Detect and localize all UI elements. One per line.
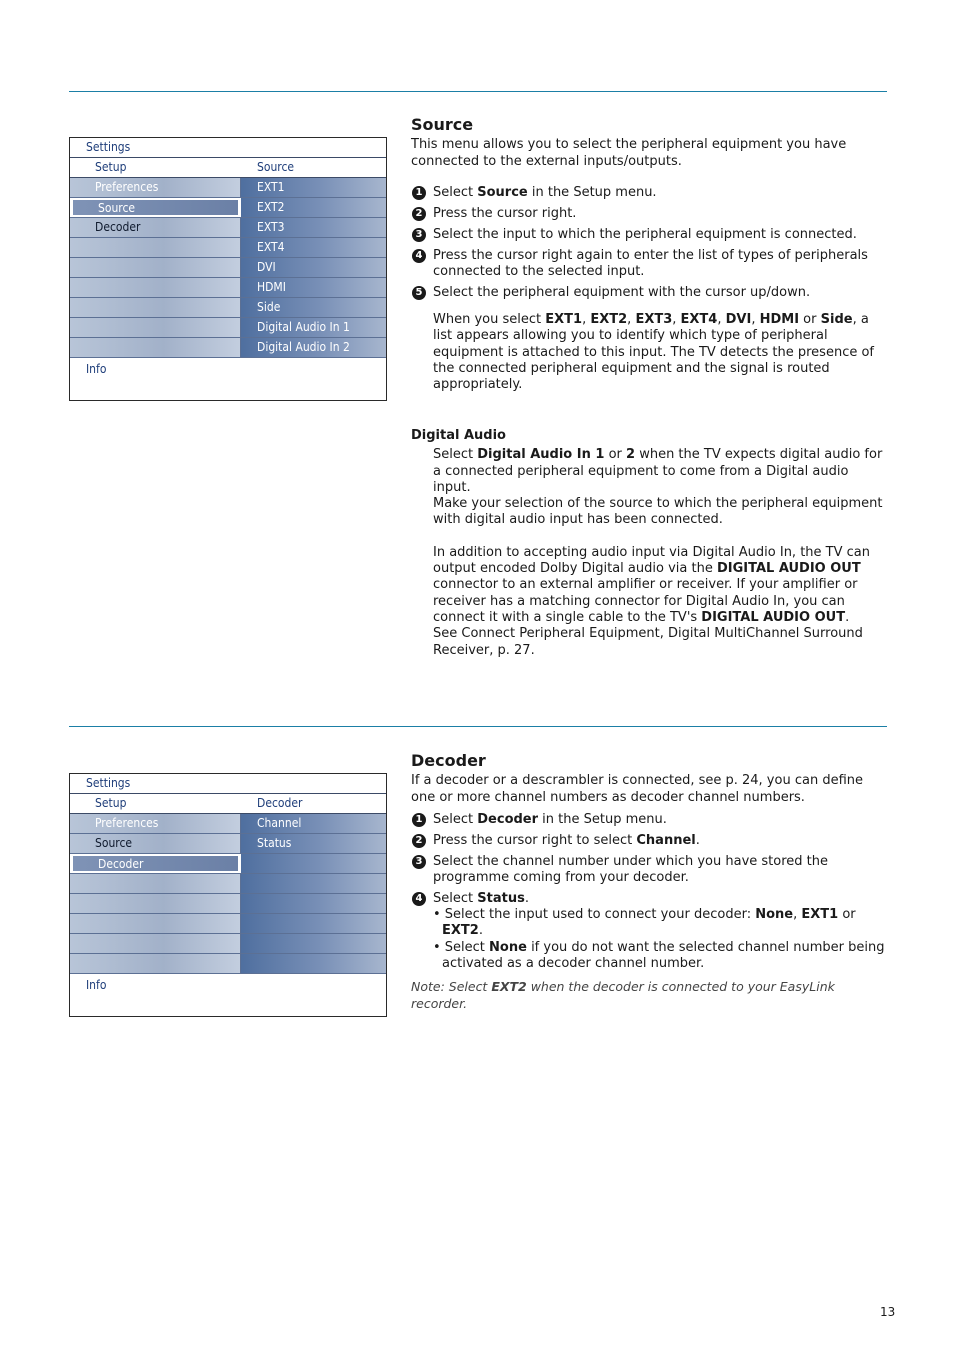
step-3-icon: 3 <box>412 855 426 869</box>
menu-item-source-selected[interactable]: Source <box>72 199 239 216</box>
source-step-4: 4 Press the cursor right again to enter the list of types of peripherals connected to the selected input. <box>411 248 887 281</box>
menu-row <box>70 258 386 278</box>
menu-row <box>70 894 386 914</box>
menu-row <box>70 278 386 298</box>
menu-item-decoder-selected[interactable]: Decoder <box>72 855 239 872</box>
decoder-step-1: 1 Select Decoder in the Setup menu. <box>411 812 887 828</box>
menu-option-ext3[interactable]: EXT3 <box>241 218 386 237</box>
menu-row <box>70 338 386 358</box>
menu-title: Settings <box>70 138 386 158</box>
digital-audio-section <box>411 428 887 659</box>
menu-option-empty <box>241 934 386 953</box>
menu-item-source[interactable]: Source <box>70 834 241 853</box>
decoder-step-4: 4 Select Status. <box>411 891 887 907</box>
middle-divider <box>69 726 887 727</box>
menu-option-digital-audio-in-1[interactable]: Digital Audio In 1 <box>241 318 386 337</box>
step-1-icon: 1 <box>412 813 426 827</box>
decoder-steps <box>411 812 887 907</box>
menu-option-empty <box>241 874 386 893</box>
menu-option-empty <box>241 854 386 873</box>
step-2-icon: 2 <box>412 207 426 221</box>
source-settings-menu <box>69 137 387 401</box>
step-3-icon: 3 <box>412 228 426 242</box>
decoder-settings-menu <box>69 773 387 1017</box>
digital-audio-p1: Select Digital Audio In 1 or 2 when the TV expects digital audio for a connected peripheral equipment to come from a Digital audio input. <box>433 447 883 495</box>
step-4-icon: 4 <box>412 249 426 263</box>
step-2-icon: 2 <box>412 834 426 848</box>
menu-info: Info <box>86 362 107 376</box>
source-step-3: 3 Select the input to which the peripheral equipment is connected. <box>411 227 887 243</box>
menu-row <box>70 934 386 954</box>
source-step-1: 1 Select Source in the Setup menu. <box>411 185 887 201</box>
menu-row <box>70 854 386 874</box>
menu-row <box>70 814 386 834</box>
menu-item-decoder[interactable]: Decoder <box>70 218 241 237</box>
menu-item-empty <box>70 298 241 317</box>
menu-option-empty <box>241 894 386 913</box>
digital-audio-p2: Make your selection of the source to which the peripheral equipment with digital audio input has been connected. <box>433 496 883 528</box>
menu-item-empty <box>70 258 241 277</box>
menu-header-setup[interactable]: Setup <box>95 160 127 174</box>
decoder-note: Note: Select EXT2 when the decoder is connected to your EasyLink recorder. <box>411 979 835 1011</box>
digital-audio-p3: In addition to accepting audio input via Digital Audio In, the TV can output encoded Dolby Digital audio via the DIGITAL AUDIO OUT connector to an external amplifier or receiver. If your amplifier or receiver has a matching connector for Digital Audio In, you can connect it with a single cable to the TV's DIGITAL AUDIO OUT. <box>433 544 870 625</box>
menu-option-status[interactable]: Status <box>241 834 386 853</box>
source-when-paragraph: When you select EXT1, EXT2, EXT3, EXT4, DVI, HDMI or Side, a list appears allowing you to identify which type of peripheral equipment is attached to this input. The TV detects the presence of the connected peripheral equipment and the signal is routed appropriately. <box>433 312 875 393</box>
menu-header-setup[interactable]: Setup <box>95 796 127 810</box>
menu-row <box>70 218 386 238</box>
digital-audio-p4: See Connect Peripheral Equipment, Digital MultiChannel Surround Receiver, p. 27. <box>433 626 863 658</box>
menu-option-dvi[interactable]: DVI <box>241 258 386 277</box>
menu-row <box>70 238 386 258</box>
menu-option-side[interactable]: Side <box>241 298 386 317</box>
menu-row <box>70 874 386 894</box>
top-divider <box>69 91 887 92</box>
menu-option-empty <box>241 914 386 933</box>
menu-item-preferences[interactable]: Preferences <box>70 178 241 197</box>
menu-option-digital-audio-in-2[interactable]: Digital Audio In 2 <box>241 338 386 357</box>
menu-item-preferences[interactable]: Preferences <box>70 814 241 833</box>
menu-row <box>70 198 386 218</box>
menu-item-empty <box>70 934 241 953</box>
step-4-icon: 4 <box>412 892 426 906</box>
menu-item-empty <box>70 874 241 893</box>
menu-option-hdmi[interactable]: HDMI <box>241 278 386 297</box>
menu-header <box>70 794 386 814</box>
decoder-bullet-2: • Select None if you do not want the selected channel number being activated as a decoder channel number. <box>433 939 885 972</box>
digital-audio-heading: Digital Audio <box>411 428 506 443</box>
menu-item-empty <box>70 338 241 357</box>
decoder-step-2: 2 Press the cursor right to select Channel. <box>411 833 887 849</box>
menu-row <box>70 178 386 198</box>
step-1-icon: 1 <box>412 186 426 200</box>
menu-header-decoder[interactable]: Decoder <box>257 796 303 810</box>
menu-info: Info <box>86 978 107 992</box>
menu-row <box>70 834 386 854</box>
menu-item-empty <box>70 318 241 337</box>
menu-row <box>70 954 386 974</box>
decoder-section <box>411 753 887 1012</box>
menu-option-ext4[interactable]: EXT4 <box>241 238 386 257</box>
step-5-icon: 5 <box>412 286 426 300</box>
menu-item-empty <box>70 954 241 973</box>
menu-option-empty <box>241 954 386 973</box>
decoder-heading: Decoder <box>411 751 486 770</box>
menu-item-empty <box>70 278 241 297</box>
menu-row <box>70 914 386 934</box>
menu-row <box>70 318 386 338</box>
menu-row <box>70 298 386 318</box>
source-steps <box>411 185 887 301</box>
menu-header <box>70 158 386 178</box>
source-heading: Source <box>411 115 474 134</box>
menu-option-ext2[interactable]: EXT2 <box>241 198 386 217</box>
decoder-bullet-1: • Select the input used to connect your decoder: None, EXT1 or EXT2. <box>433 907 856 939</box>
source-step-2: 2 Press the cursor right. <box>411 206 887 222</box>
source-step-5: 5 Select the peripheral equipment with the cursor up/down. <box>411 285 887 301</box>
decoder-intro: If a decoder or a descrambler is connected, see p. 24, you can define one or more channel numbers as decoder channel numbers. <box>411 773 863 805</box>
menu-option-channel[interactable]: Channel <box>241 814 386 833</box>
menu-header-source[interactable]: Source <box>257 160 295 174</box>
menu-item-empty <box>70 914 241 933</box>
menu-item-empty <box>70 238 241 257</box>
page-number: 13 <box>880 1305 896 1319</box>
menu-option-ext1[interactable]: EXT1 <box>241 178 386 197</box>
source-intro: This menu allows you to select the peripheral equipment you have connected to the external inputs/outputs. <box>411 137 847 169</box>
source-section <box>411 117 887 394</box>
menu-item-empty <box>70 894 241 913</box>
decoder-step-3: 3 Select the channel number under which you have stored the programme coming from your decoder. <box>411 854 887 887</box>
menu-title: Settings <box>70 774 386 794</box>
